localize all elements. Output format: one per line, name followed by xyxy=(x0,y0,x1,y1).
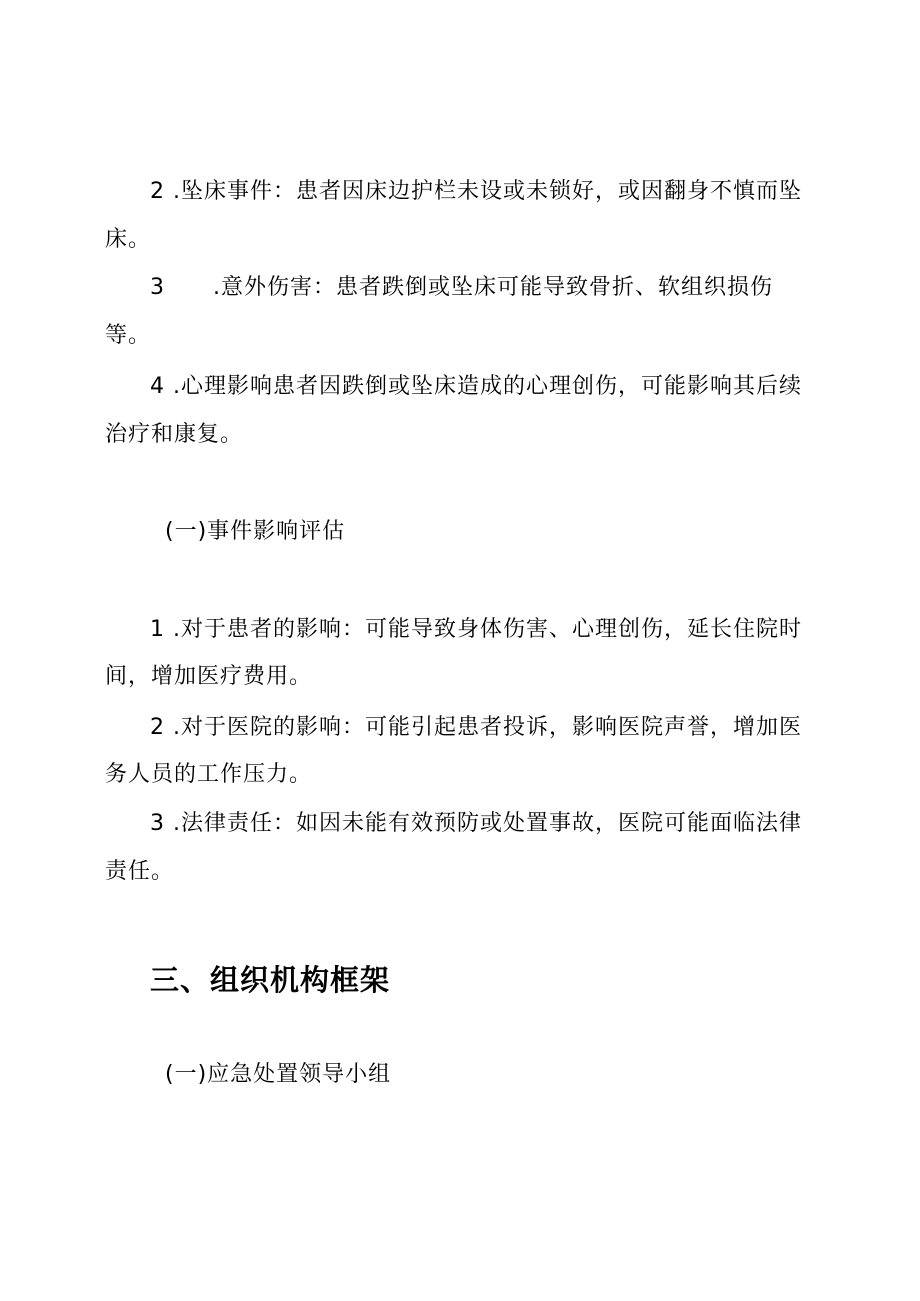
impact-2-line-1: 2 .对于医院的影响：可能引起患者投诉，影响医院声誉，增加医 xyxy=(150,715,802,740)
item-4-line-2: 治疗和康复。 xyxy=(105,422,244,447)
subsection-heading-impact: (一)事件影响评估 xyxy=(165,519,346,544)
impact-3-line-2: 责任。 xyxy=(105,859,175,884)
impact-1-line-1: 1 .对于患者的影响：可能导致身体伤害、心理创伤，延长住院时 xyxy=(150,617,802,642)
section-heading: 三、组织机构框架 xyxy=(150,963,391,997)
item-2-line-1: 2 .坠床事件：患者因床边护栏未设或未锁好，或因翻身不慎而坠 xyxy=(150,179,802,204)
item-4-line-1: 4 .心理影响患者因跌倒或坠床造成的心理创伤，可能影响其后续 xyxy=(150,374,802,399)
subsection-heading-leadership: (一)应急处置领导小组 xyxy=(165,1062,392,1087)
impact-2-line-2: 务人员的工作压力。 xyxy=(105,762,313,787)
item-2-line-2: 床。 xyxy=(105,227,152,252)
impact-1-line-2: 间，增加医疗费用。 xyxy=(105,664,313,689)
item-3-line-1: 3 .意外伤害：患者跌倒或坠床可能导致骨折、软组织损伤 xyxy=(150,275,773,300)
impact-3-line-1: 3 .法律责任：如因未能有效预防或处置事故，医院可能面临法律 xyxy=(150,811,802,836)
item-3-line-2: 等。 xyxy=(105,323,152,348)
